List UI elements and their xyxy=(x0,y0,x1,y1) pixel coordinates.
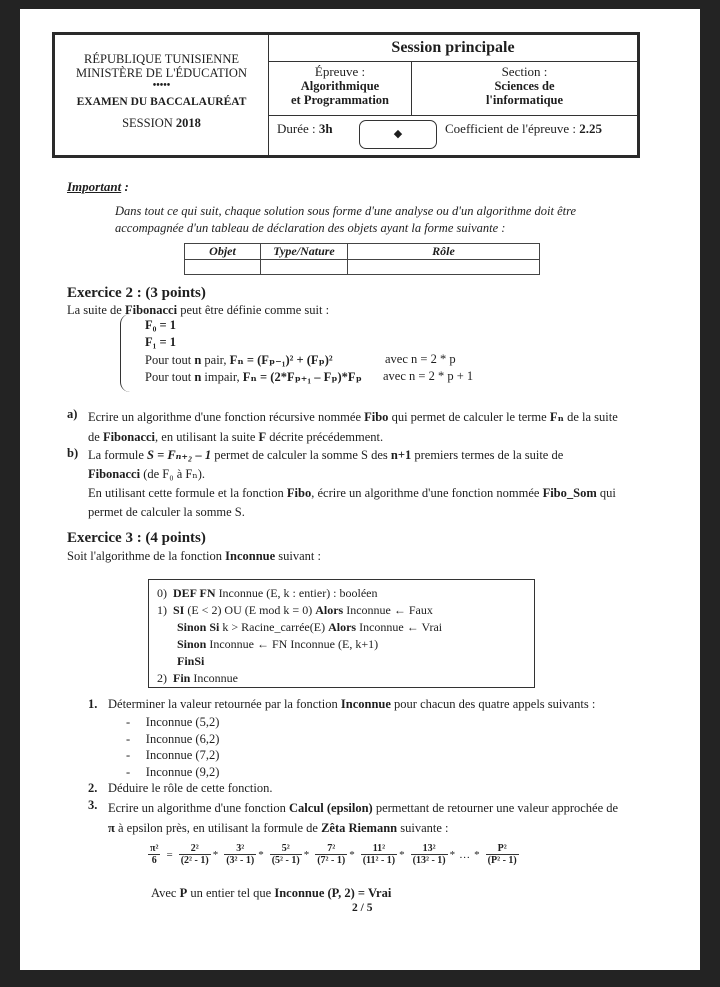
section-label: Section : xyxy=(501,64,548,79)
q3-text: Ecrire un algorithme d'une fonction Calcul (epsilon) permettant de retourner une valeur approchée de π à epsilon près, en utilisant la formule de Zêta Riemann suivante : xyxy=(108,801,619,835)
section-line1: Sciences de xyxy=(494,79,555,93)
declaration-table xyxy=(184,243,540,275)
brace-symbol xyxy=(120,314,135,392)
question-a-label: a) xyxy=(67,407,78,421)
list-item: - Inconnue (5,2) xyxy=(126,715,220,729)
epreuve-label: Épreuve : xyxy=(314,64,366,79)
def-odd-condition: avec n = 2 * p + 1 xyxy=(383,369,474,383)
algo-line-3: Sinon Inconnue ← FN Inconnue (E, k+1) xyxy=(177,637,379,651)
exam-title: EXAMEN DU BACCALAURÉAT xyxy=(76,96,247,108)
important-text: Dans tout ce qui suit, chaque solution sous forme d'une analyse ou d'un algorithme doit être accompagnée d'un tableau de déclaration des objets ayant la forme suivante : xyxy=(115,204,577,235)
q1-text: Déterminer la valeur retournée par la fonction Inconnue pour chacun des quatre appels suivants : xyxy=(108,697,596,711)
exercise-3-title: Exercice 3 : (4 points) xyxy=(67,530,206,546)
col-type: Type/Nature xyxy=(261,244,348,260)
question-a: Ecrire un algorithme d'une fonction récursive nommée Fibo qui permet de calculer le terme Fₙ de la suite de Fibonacci, en utilisant la suite F décrite précédemment. xyxy=(88,410,618,444)
diamond-box xyxy=(359,120,437,149)
q2-text: Déduire le rôle de cette fonction. xyxy=(108,781,273,795)
duree-value: 3h xyxy=(318,121,333,136)
list-item: - Inconnue (7,2) xyxy=(126,748,220,762)
epreuve-line1: Algorithmique xyxy=(300,79,380,93)
ministry: MINISTÈRE DE L'ÉDUCATION xyxy=(76,66,247,80)
page-number: 2 / 5 xyxy=(352,902,373,914)
session-label: SESSION xyxy=(122,116,173,130)
q2-number: 2. xyxy=(88,781,98,795)
section-cell xyxy=(412,62,637,115)
def-even: Pour tout n pair, Fₙ = (Fₚ₋₁)² + (Fₚ)² xyxy=(145,353,333,367)
algo-line-5: 2) Fin Inconnue xyxy=(157,671,238,685)
epreuve-line2: et Programmation xyxy=(290,93,389,107)
exercise-2-title: Exercice 2 : (3 points) xyxy=(67,285,206,301)
q3-number: 3. xyxy=(88,798,98,812)
def-odd: Pour tout n impair, Fₙ = (2*Fₚ₊₁ – Fₚ)*Fₚ xyxy=(145,370,362,384)
question-b: La formule S = Fₙ₊₂ – 1 permet de calculer la somme S des n+1 premiers termes de la suite de Fibonacci (de F₀ à Fₙ). En utilisant cette formule et la fonction Fibo, écrire un algorithme d'une fonction nommée Fibo_Som qui permet de calculer la somme S. xyxy=(88,448,616,519)
algo-line-1: 1) SI (E < 2) OU (E mod k = 0) Alors Inconnue ← Faux xyxy=(157,603,433,617)
def-f1: F₁ = 1 xyxy=(145,335,177,349)
calls-list xyxy=(126,714,219,780)
exam-header-table xyxy=(52,32,640,158)
col-role: Rôle xyxy=(348,244,540,260)
country: RÉPUBLIQUE TUNISIENNE xyxy=(84,52,239,66)
list-item: - Inconnue (9,2) xyxy=(126,764,220,779)
diamond-icon: ◆ xyxy=(393,128,403,140)
algo-line-4: FinSi xyxy=(177,654,205,668)
list-item: - Inconnue (6,2) xyxy=(126,731,220,746)
section-line2: l'informatique xyxy=(485,93,564,107)
coefficient: Coefficient de l'épreuve : 2.25 xyxy=(445,121,602,136)
question-b-label: b) xyxy=(67,446,79,460)
avec-p-condition: Avec P un entier tel que Inconnue (P, 2) = Vrai xyxy=(151,886,392,900)
def-even-condition: avec n = 2 * p xyxy=(385,352,456,366)
important-heading: Important : xyxy=(67,179,129,194)
session-type: Session principale xyxy=(269,35,637,62)
stars-separator: ••••• xyxy=(152,80,171,91)
col-objet: Objet xyxy=(185,244,261,260)
algo-line-2: Sinon Si k > Racine_carrée(E) Alors Inconnue ← Vrai xyxy=(177,620,443,634)
def-f0: F₀ = 1 xyxy=(145,318,177,332)
header-left-cell xyxy=(55,35,269,155)
duree: Durée : 3h xyxy=(277,121,333,136)
epreuve-cell xyxy=(269,62,412,115)
algorithm-box xyxy=(148,579,535,688)
zeta-formula: $\frac{\text{π²}}{6}$ = $\frac{\text{2²}}{\text{(2² - 1)}}$ * $\frac{\text{3²}}{\text{(3² - 1)}}$ * $\frac{\text{5²}}{\text{(5² - 1)}}$ * $\frac{\text{7²}}{\text{(7² - 1)}}$ * $\frac{\text{11²}}{\text{(11² - 1)}}$ * $\frac{\text{13²}}{\text{(13² - 1)}}$ * … * $\frac{\text{P²}}{\text{(P² - 1)}}$ xyxy=(150,843,517,866)
coef-value: 2.25 xyxy=(579,121,602,136)
session-year: 2018 xyxy=(175,116,201,130)
ex2-intro: La suite de Fibonacci peut être définie comme suit : xyxy=(67,303,330,317)
q1-number: 1. xyxy=(88,697,98,711)
ex3-intro: Soit l'algorithme de la fonction Inconnue suivant : xyxy=(67,549,321,563)
algo-line-0: 0) DEF FN Inconnue (E, k : entier) : booléen xyxy=(157,586,378,600)
